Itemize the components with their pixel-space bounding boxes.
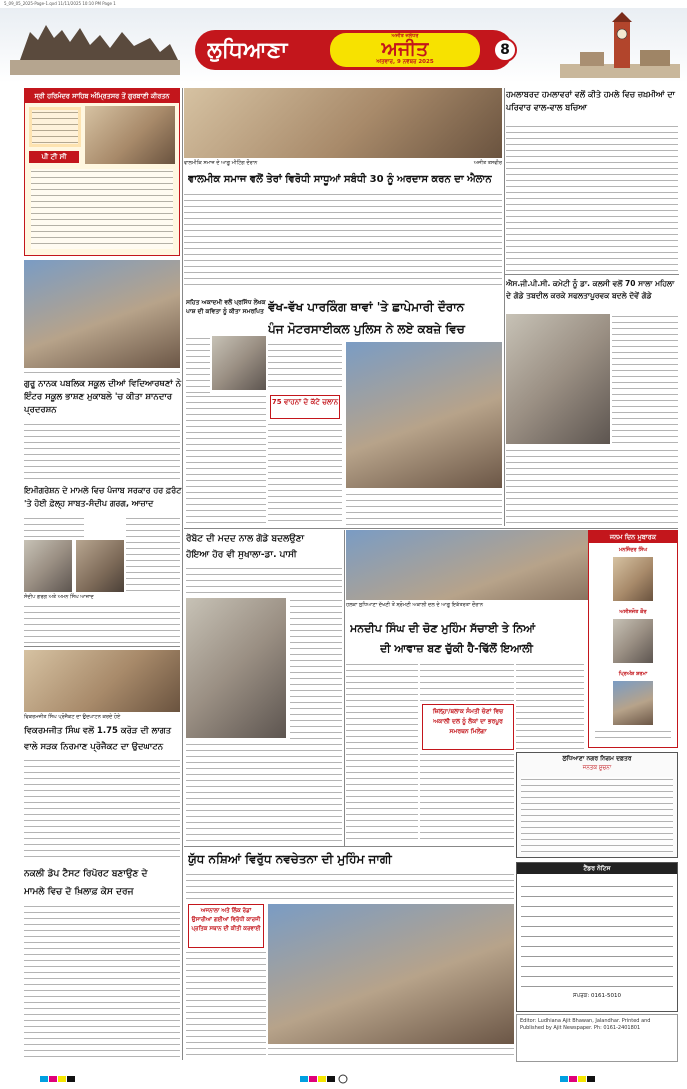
birthday-photo-3: [613, 681, 653, 725]
color-swatch: [49, 1076, 57, 1082]
sahit-kicker: ਸਹਿਤ ਅਕਾਦਮੀ ਵਲੋਂ ਪ੍ਰਸਿੱਧ ਲੇਖਕ ਪਾਸ਼ ਦੀ ਕਵਿਤਾ ਨੂੰ ਕੀਤਾ ਸਮਰਪਿਤ: [186, 299, 266, 315]
issue-date: ਐਤਵਾਰ, 9 ਨਵੰਬਰ 2025: [376, 59, 434, 65]
doctor-photo: [506, 314, 610, 444]
sub-brand: ਅਜੀਤ ਜਲੰਧਰ: [391, 33, 419, 39]
footer-address: Editor: Ludhiana Ajit Bhawan, Jalandhar. Printed and Published by Ajit Newspaper. Ph: 0161-2401801: [516, 1014, 678, 1062]
brand-block: [330, 33, 480, 67]
birthday-name-1: ਮਨਜਿੰਦਰ ਸਿੰਘ: [618, 547, 648, 553]
masthead: [0, 8, 687, 83]
print-color-bar: [0, 1066, 687, 1089]
color-swatch: [58, 1076, 66, 1082]
birthday-photo-2: [613, 619, 653, 663]
valmiki-meeting-photo: [184, 88, 502, 158]
birthday-box: [588, 530, 678, 748]
brand-name: ਅਜੀਤ: [381, 38, 429, 60]
birthday-heading: ਜਨਮ ਦਿਨ ਮੁਬਾਰਕ: [589, 531, 677, 543]
mandeep-headline-2: ਦੀ ਆਵਾਜ਼ ਬਣ ਚੁੱਕੀ ਹੈ-ਢਿੱਲੋਂ ਇਆਲੀ: [380, 642, 533, 655]
edition-name: ਲੁਧਿਆਣਾ: [207, 38, 288, 63]
awareness-event-photo: [268, 904, 514, 1044]
color-swatch: [327, 1076, 335, 1082]
valmiki-credit: ਅਜੀਤ ਤਸਵੀਰ: [473, 160, 502, 166]
school-headline: ਗੁਰੂ ਨਾਨਕ ਪਬਲਿਕ ਸਕੂਲ ਦੀਆਂ ਵਿਦਿਆਰਥਣਾਂ ਨੇ ਇੰਟਰ ਸਕੂਲ ਭਾਸ਼ਣ ਮੁਕਾਬਲੇ 'ਚ ਕੀਤਾ ਸ਼ਾਨਦਾਰ ਪ੍ਰਦਰਸ਼ਨ: [24, 379, 182, 415]
birthday-photo-1: [613, 557, 653, 601]
fake-report-headline-2: ਮਾਮਲੇ ਵਿਚ ਦੋ ਖ਼ਿਲਾਫ਼ ਕੇਸ ਦਰਜ: [24, 887, 134, 897]
valmiki-headline: ਵਾਲਮੀਕ ਸਮਾਜ ਵਲੋਂ ਤੇਰਾਂ ਵਿਰੋਧੀ ਸਾਧੂਆਂ ਸਬੰਧੀ 30 ਨੂੰ ਅਰਦਾਸ ਕਰਨ ਦਾ ਐਲਾਨ: [188, 174, 492, 185]
robot-headline-2: ਹੋਇਆ ਹੋਰ ਵੀ ਸੁਖਾਲਾ-ਡਾ. ਪਾਸੀ: [186, 550, 297, 560]
school-students-photo: [24, 260, 180, 368]
notice-title: ਲੁਧਿਆਣਾ ਨਗਰ ਨਿਗਮ ਦਫ਼ਤਰ: [562, 755, 632, 762]
notice-subtitle: ਜਨਤਕ ਸੂਚਨਾ: [582, 765, 612, 771]
vikramjit-headline-2: ਵਾਲੇ ਸੜਕ ਨਿਰਮਾਣ ਪ੍ਰੋਜੈਕਟ ਦਾ ਉਦਘਾਟਨ: [24, 742, 164, 752]
print-line: 5_09_05_2025-Page-1.qxd 11/11/2025 10:10 PM Page 1: [4, 1, 116, 6]
color-swatch: [67, 1076, 75, 1082]
police-raid-photo: [346, 342, 502, 488]
sgpc-headline: ਐਸ.ਜੀ.ਪੀ.ਸੀ. ਕਮੇਟੀ ਨੂੰ ਡਾ. ਕਲਸੀ ਵਲੋਂ 70 ਸਾਲਾ ਮਹਿਲਾ ਦੇ ਗੋਡੇ ਤਬਦੀਲ ਕਰਕੇ ਸਫਲਤਾਪੂਰਵਕ ਬਦਲੇ ਦੋਵੇਂ ਗੋਡੇ: [506, 279, 675, 300]
tender-title: ਟੈਂਡਰ ਨੋਟਿਸ: [517, 863, 677, 874]
ptc-label: ਪੀ ਟੀ ਸੀ: [29, 151, 79, 163]
golden-temple-photo: [85, 106, 175, 164]
registration-mark: [339, 1075, 347, 1083]
public-notice: [516, 752, 678, 858]
hawkers-headline: ਹਮਲਾਬਰਦ ਹਮਲਾਵਰਾਂ ਵਲੋਂ ਕੀਤੇ ਹਮਲੇ ਵਿਚ ਜ਼ਖ਼ਮੀਆਂ ਦਾ ਪਰਿਵਾਰ ਵਾਲ-ਵਾਲ ਬਚਿਆ: [506, 90, 675, 112]
parking-headline-2: ਪੰਜ ਮੋਟਰਸਾਈਕਲ ਪੁਲਿਸ ਨੇ ਲਏ ਕਬਜ਼ੇ ਵਿਚ: [268, 322, 465, 336]
birthday-name-2: ਅਸੀਸਜੋਤ ਕੌਰ: [619, 609, 647, 615]
ad-heading: ਸ੍ਰੀ ਹਰਿਮੰਦਰ ਸਾਹਿਬ ਅੰਮ੍ਰਿਤਸਰ ਤੋਂ ਗੁਰਬਾਣੀ ਕੀਰਤਨ: [25, 89, 179, 103]
statue-illustration: [10, 20, 180, 75]
vikramjit-caption: ਵਿਕਰਮਜੀਤ ਸਿੰਘ ਪ੍ਰੋਜੈਕਟ ਦਾ ਉਦਘਾਟਨ ਕਰਦੇ ਹੋਏ: [24, 714, 121, 720]
poet-photo: [212, 336, 266, 390]
birthday-name-3: ਪ੍ਰਿਅੰਸ਼ ਸ਼ਰਮਾ: [618, 671, 648, 677]
color-swatch: [578, 1076, 586, 1082]
ptc-advertisement: [24, 88, 180, 256]
clock-tower-illustration: [560, 12, 680, 78]
tender-contact: ਸੰਪਰਕ: 0161-5010: [573, 993, 621, 999]
page-number: 8: [493, 38, 517, 62]
color-swatch: [587, 1076, 595, 1082]
parking-headline-1: ਵੱਖ-ਵੱਖ ਪਾਰਕਿੰਗ ਥਾਵਾਂ 'ਤੇ ਛਾਪੇਮਾਰੀ ਦੌਰਾਨ: [268, 300, 465, 314]
color-swatch: [40, 1076, 48, 1082]
masthead-banner: [195, 30, 513, 70]
ad-blurb: [29, 107, 81, 147]
color-swatch: [560, 1076, 568, 1082]
fake-report-headline-1: ਨਕਲੀ ਡੋਪ ਟੈਸਟ ਰਿਪੋਰਟ ਬਣਾਉਣ ਦੇ: [24, 869, 148, 879]
election-callout: ਜ਼ਿਲ੍ਹਾ/ਬਲਾਕ ਸੰਮਤੀ ਚੋਣਾਂ ਵਿਚ ਅਕਾਲੀ ਦਲ ਨੂੰ ਲੋਕਾਂ ਦਾ ਭਰਪੂਰ ਸਮਰਥਨ ਮਿਲੇਗਾ: [422, 704, 514, 750]
leaders-caption: ਸੰਦੀਪ ਗਰਗ ਅਤੇ ਅਮਨ ਸਿੰਘ ਆਜ਼ਾਦ: [24, 594, 94, 600]
color-swatch: [569, 1076, 577, 1082]
color-swatch: [309, 1076, 317, 1082]
leader-photo-1: [24, 540, 72, 592]
drugs-callout: ਅਜਨਾਲਾ ਅਤੇ ਲਿੰਕ ਰੋਡਾਂ ਉਸਾਰੀਆਂ ਗਈਆਂ ਵਿਰੋਧੀ ਕਾਰਜੀ ਪ੍ਰਤਿਕ ਸਥਾਨ ਦੀ ਕੀਤੀ ਕਰਵਾਈ: [188, 904, 264, 948]
valmiki-caption: ਵਾਲਮੀਕਿ ਸਮਾਜ ਦੇ ਆਗੂ ਮੀਟਿੰਗ ਦੌਰਾਨ: [184, 160, 258, 166]
mandeep-headline-1: ਮਨਦੀਪ ਸਿੰਘ ਦੀ ਚੋਣ ਮੁਹਿੰਮ ਸੱਚਾਈ ਤੇ ਨਿਆਂ: [350, 622, 536, 635]
akali-caption: ਹਲਕਾ ਲੁਧਿਆਣਾ ਦੱਖਣੀ ਤੋਂ ਸ਼੍ਰੋਮਣੀ ਅਕਾਲੀ ਦਲ ਦੇ ਆਗੂ ਇਕੱਤਰਤਾ ਦੌਰਾਨ: [346, 602, 483, 608]
tender-table: [521, 877, 673, 987]
challan-callout: 75 ਵਾਹਨਾਂ ਦੇ ਕੱਟੇ ਚਲਾਨ: [270, 395, 340, 419]
color-swatch: [318, 1076, 326, 1082]
drugs-headline: ਯੁੱਧ ਨਸ਼ਿਆਂ ਵਿਰੁੱਧ ਨਵਚੇਤਨਾ ਦੀ ਮੁਹਿੰਮ ਜਾਗੀ: [188, 852, 392, 866]
robot-headline-1: ਰੋਬੋਟ ਦੀ ਮਦਦ ਨਾਲ ਗੋਡੇ ਬਦਲਉਣਾ: [186, 534, 305, 544]
knee-patient-photo: [186, 598, 286, 738]
vikramjit-headline-1: ਵਿਕਰਮਜੀਤ ਸਿੰਘ ਵਲੋਂ 1.75 ਕਰੋੜ ਦੀ ਲਾਗਤ: [24, 726, 172, 736]
color-swatch: [300, 1076, 308, 1082]
immigration-headline: ਇਮੀਗਰੇਸ਼ਨ ਦੇ ਮਾਮਲੇ ਵਿਚ ਪੰਜਾਬ ਸਰਕਾਰ ਹਰ ਫ਼ਰੰਟ 'ਤੇ ਹੋਈ ਫ਼ੇਲ੍ਹ ਸਾਬਤ-ਸੰਦੀਪ ਗਰਗ, ਆਜ਼ਾਦ: [24, 486, 182, 508]
tender-notice: [516, 862, 678, 1012]
vikramjit-event-photo: [24, 650, 180, 712]
leader-photo-2: [76, 540, 124, 592]
